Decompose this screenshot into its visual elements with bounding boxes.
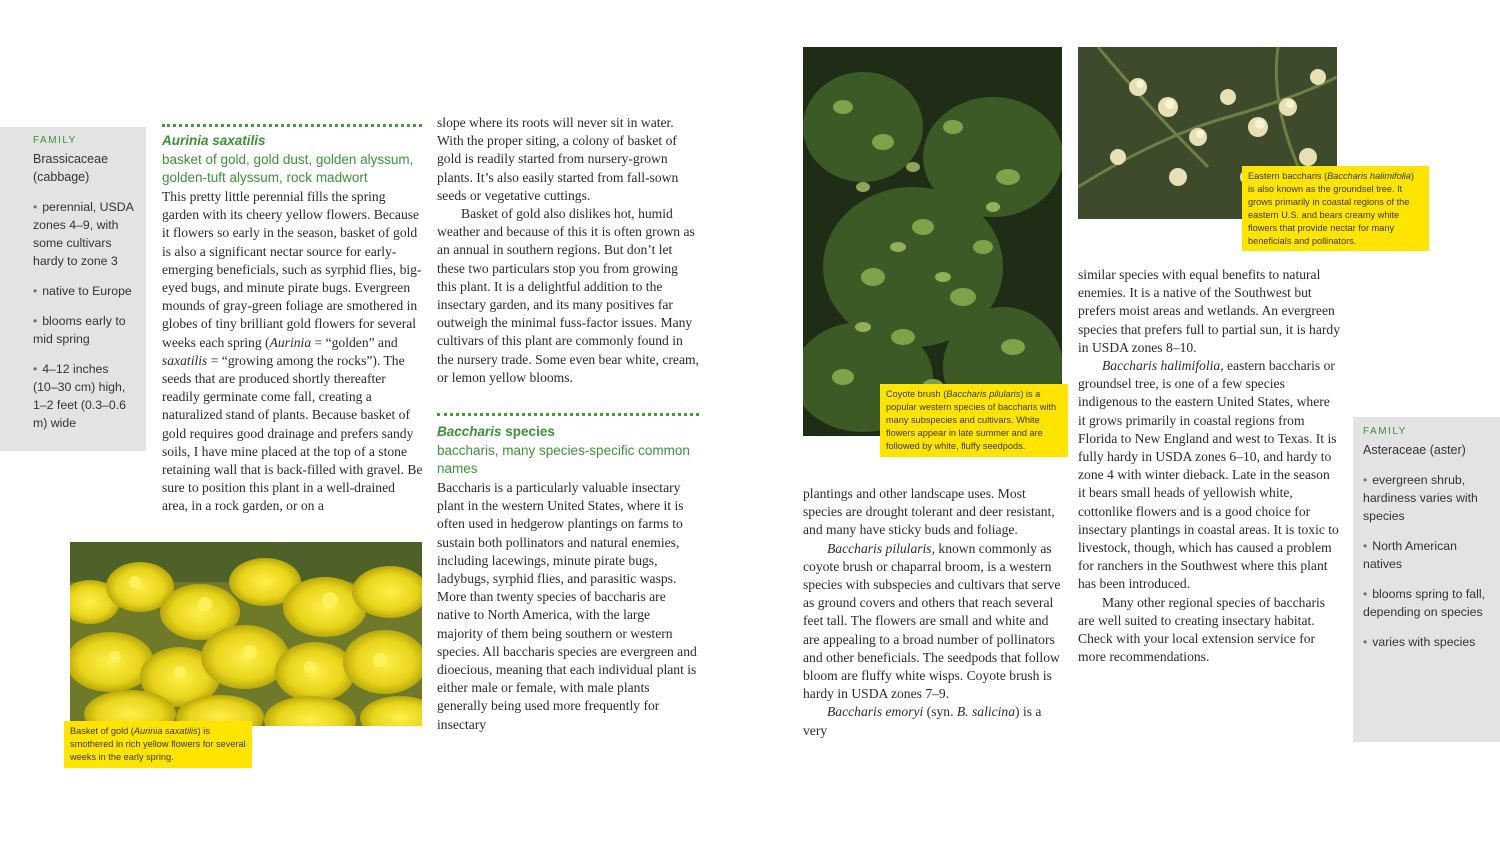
green-shrub-image <box>803 47 1062 436</box>
section-divider <box>437 413 699 417</box>
fact-item: • evergreen shrub, hardiness varies with species <box>1363 473 1478 523</box>
family-label: FAMILY <box>33 135 77 146</box>
body-text-col1: This pretty little perennial fills the spring garden with its cheery yellow flowers. Because it flowers so early in the season, basket of gold is also a significant nectar source for early-emerging beneficials, such as syrphid flies, big-eyed bugs, and minute pirate bugs. Evergreen mounds of gray-green foliage are smothered in globes of tiny brilliant gold flowers for several weeks each spring (Aurinia = “golden” and saxatilis = “growing among the rocks”). The seeds that are produced shortly thereafter readily germinate come fall, creating a naturalized stand of plants. Because basket of gold requires good drainage and prefers sandy soils, I have mine placed at the top of a stone retaining wall that is back-filled with gravel. Be sure to position this plant in a well-drained area, in a rock garden, or on a <box>162 189 423 514</box>
body-text-col3: plantings and other landscape uses. Most species are drought tolerant and deer resistant, and many have sticky buds and foliage. Baccharis pilularis, known commonly as coyote brush or chaparral broom, is a western species with subspecies and cultivars that serve as ground covers and others that reach several feet tall. The flowers are small and white and are appealing to a broad number of pollinators and other beneficials. The seedpods that follow bloom are fluffy white wisps. Coyote brush is hardy in USDA zones 7–9. Baccharis emoryi (syn. B. salicina) is a very <box>803 486 1061 738</box>
plant-facts-list <box>1363 471 1490 651</box>
family-name: Brassicaceae (cabbage) <box>33 152 109 184</box>
caption-basket-of-gold: Basket of gold (Aurinia saxatilis) is smothered in rich yellow flowers for several weeks in the early spring. <box>64 721 252 768</box>
family-sidebar-aurinia <box>0 127 146 451</box>
photo-coyote-brush <box>803 47 1062 436</box>
family-sidebar-baccharis <box>1353 417 1500 742</box>
family-label: FAMILY <box>1363 426 1407 437</box>
fact-item: • varies with species <box>1363 635 1476 649</box>
fact-item: • North American natives <box>1363 539 1457 571</box>
section-divider <box>162 124 422 128</box>
fact-item: • blooms spring to fall, depending on species <box>1363 587 1485 619</box>
body-text-baccharis: Baccharis is a particularly valuable insectary plant in the western United States, where it is often used in hedgerow plantings on farms to sustain both pollinators and natural enemies, including lacewings, minute pirate bugs, ladybugs, syrphid flies, and parasitic wasps. More than twenty species of baccharis are native to North America, with the large majority of them being southern or western species. All baccharis species are evergreen and dioecious, meaning that each individual plant is either male or female, with male plants generally being used more frequently for insectary <box>437 480 697 732</box>
fact-item: • blooms early to mid spring <box>33 314 126 346</box>
caption-coyote-brush: Coyote brush (Baccharis pilularis) is a popular western species of baccharis with many subspecies and cultivars. White flowers appear in late summer and are followed by white, fluffy seedpods. <box>880 384 1068 457</box>
species-title-aurinia: Aurinia saxatilis <box>162 133 266 148</box>
fact-item: • 4–12 inches (10–30 cm) high, 1–2 feet (0.3–0.6 m) wide <box>33 362 126 430</box>
common-names-aurinia: basket of gold, gold dust, golden alyssum, golden-tuft alyssum, rock madwort <box>162 152 414 186</box>
plant-facts-list <box>33 198 134 432</box>
body-text-col2: slope where its roots will never sit in water. With the proper siting, a colony of basket of gold is readily started from nursery-grown plants. It’s also easily started from fall-sown seeds or vegetative cuttings. Basket of gold also dislikes hot, humid weather and because of this it is often grown as an annual in southern regions. But don’t let these two particulars stop you from growing this plant. It is a delightful addition to the insectary garden, and its many positives far outweigh the minimal fuss-factor issues. Many cultivars of this plant are commonly found in the nursery trade. Some even bear white, cream, or lemon yellow blooms. <box>437 115 699 385</box>
fact-item: • perennial, USDA zones 4–9, with some cultivars hardy to zone 3 <box>33 200 134 268</box>
common-names-baccharis: baccharis, many species-specific common names <box>437 443 690 477</box>
yellow-flowers-image <box>70 542 422 726</box>
body-text-col4: similar species with equal benefits to natural enemies. It is a native of the Southwest but prefers moist areas and wetlands. An evergreen species that prefers full to partial sun, it is hardy in USDA zones 8–10. Baccharis halimifolia, eastern baccharis or groundsel tree, is one of a few species indigenous to the eastern United States, where it grows primarily in coastal regions from Florida to New England and west to Texas. It is fully hardy in USDA zones 6–10, and hardy to zone 4 with winter dieback. Late in the season it bears small heads of yellowish white, cottonlike flowers and is a good choice for insectary plantings in coastal areas. It is toxic to livestock, though, which has caused a problem for ranchers in the Southwest where this plant has been introduced. Many other regional species of baccharis are well suited to creating insectary habitat. Check with your local extension service for more recommendations. <box>1078 267 1340 665</box>
family-name: Asteraceae (aster) <box>1363 443 1466 457</box>
photo-basket-of-gold <box>70 542 422 726</box>
species-title-baccharis: Baccharis species <box>437 424 555 439</box>
caption-eastern-baccharis: Eastern baccharis (Baccharis halimifolia) is also known as the groundsel tree. It grows primarily in coastal regions of the eastern U.S. and bears creamy white flowers that provide nectar for many beneficials and pollinators. <box>1242 166 1429 251</box>
fact-item: • native to Europe <box>33 284 132 298</box>
